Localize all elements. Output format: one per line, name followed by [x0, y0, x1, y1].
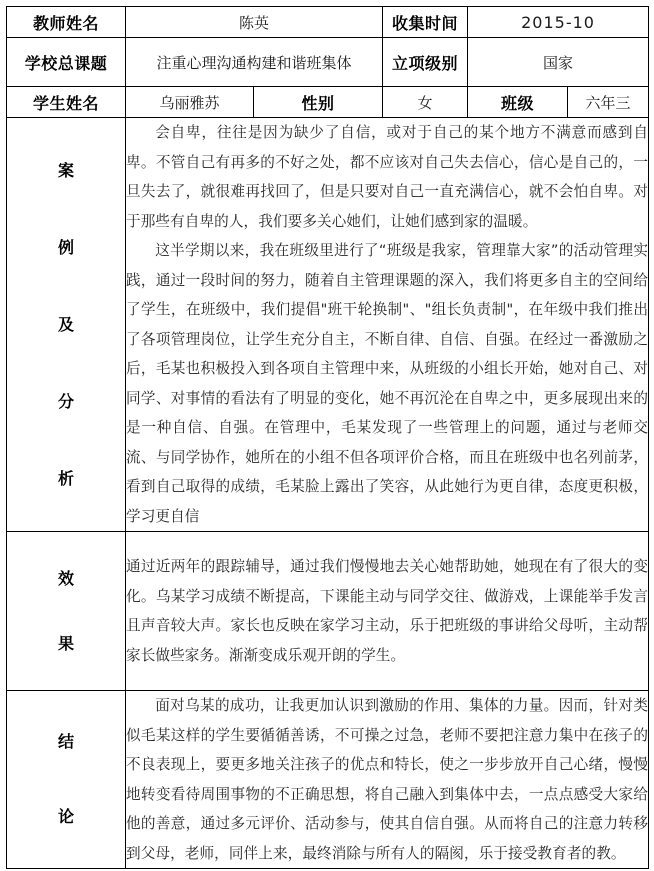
side-label-char: 结 — [57, 732, 74, 752]
side-label-char: 分 — [57, 391, 74, 411]
school-topic-value: 注重心理沟通构建和谐班集体 — [126, 38, 383, 87]
table-row-teacher — [7, 7, 649, 38]
section-conclusion — [7, 691, 649, 869]
teacher-name-value: 陈英 — [126, 7, 383, 38]
side-label-char: 案 — [57, 160, 74, 180]
paragraph: 通过近两年的跟踪辅导，通过我们慢慢地去关心她帮助她，她现在有了很大的变化。乌某学习成绩不断提高，下课能主动与同学交往、做游戏，上课能举手发言且声音较大声。家长也反映在家学习主动，乐于把班级的事讲给父母听，主动帮家长做些家务。渐渐变成乐观开朗的学生。 — [126, 558, 649, 664]
case-analysis-content — [126, 118, 649, 532]
case-record-table — [6, 6, 649, 869]
section-effect — [7, 532, 649, 691]
side-label-char: 析 — [57, 468, 74, 488]
section-case-analysis — [7, 118, 649, 532]
table-row-school-topic — [7, 38, 649, 87]
collect-time-value: 2015-10 — [468, 7, 649, 38]
conclusion-content — [126, 691, 649, 869]
conclusion-paragraphs — [126, 691, 648, 868]
side-label-char: 果 — [57, 633, 74, 653]
conclusion-side-label — [7, 691, 126, 869]
side-label-char: 及 — [57, 314, 74, 334]
table-row-student — [7, 87, 649, 118]
case-analysis-side-label — [7, 118, 126, 532]
paragraph: 面对乌某的成功，让我更加认识到激励的作用、集体的力量。因而，针对类似毛某这样的学生要循循善诱，不可操之过急，老师不要把注意力集中在孩子的不良表现上，要更多地关注孩子的优点和特长，使之一步步放开自己心绪，慢慢地转变看待周围事物的不正确思想，将自己融入到集体中去，一点点感受大家给他的善意，通过多元评价、活动参与，使其自信自强。从而将自己的注意力转移到父母，老师，同伴上来，最终消除与所有人的隔阂，乐于接受教育者的教。 — [126, 697, 649, 862]
effect-content — [126, 532, 649, 691]
effect-side-label — [7, 532, 126, 691]
paragraph: 会自卑，往往是因为缺少了自信，或对于自己的某个地方不满意而感到自卑。不管自己有再多的不好之处，都不应该对自己失去信心，信心是自己的，一旦失去了，就很难再找回了，但是只要对自己一直充满信心，就不会怕自卑。对于那些有自卑的人，我们要多关心她们，让她们感到家的温暖。 — [126, 124, 649, 230]
effect-paragraphs — [126, 552, 648, 670]
school-topic-label: 学校总课题 — [7, 38, 126, 87]
conclusion-side-label-stack — [7, 691, 125, 868]
side-label-char: 效 — [57, 568, 74, 588]
class-value: 六年三 — [568, 87, 649, 118]
teacher-name-label: 教师姓名 — [7, 7, 126, 38]
class-label: 班级 — [468, 87, 568, 118]
side-label-char: 论 — [57, 806, 74, 826]
case-analysis-side-label-stack — [7, 118, 125, 531]
gender-label: 性别 — [254, 87, 383, 118]
case-analysis-paragraphs — [126, 118, 648, 531]
project-level-value: 国家 — [468, 38, 649, 87]
side-label-char: 例 — [57, 237, 74, 257]
effect-side-label-stack — [7, 532, 125, 690]
student-name-value: 乌丽雅苏 — [126, 87, 254, 118]
project-level-label: 立项级别 — [383, 38, 468, 87]
collect-time-label: 收集时间 — [383, 7, 468, 38]
paragraph: 这半学期以来，我在班级里进行了“班级是我家，管理靠大家”的活动管理实践，通过一段时间的努力，随着自主管理课题的深入，我们将更多自主的空间给了学生，在班级中，我们提倡"班干轮换制"、"组长负责制"，在年级中我们推出了各项管理岗位，让学生充分自主，不断自律、自信、自强。在经过一番激励之后，毛某也积极投入到各项自主管理中来，从班级的小组长开始，她对自己、对同学、对事情的看法有了明显的变化，她不再沉沦在自卑之中，更多展现出来的是一种自信、自强。在管理中，毛某发现了一些管理上的问题，通过与老师交流、与同学协作，她所在的小组不但各项评价合格，而且在班级中也名列前茅，看到自己取得的成绩，毛某脸上露出了笑容，从此她行为更自律，态度更积极，学习更自信 — [126, 242, 649, 525]
student-name-label: 学生姓名 — [7, 87, 126, 118]
gender-value: 女 — [383, 87, 468, 118]
